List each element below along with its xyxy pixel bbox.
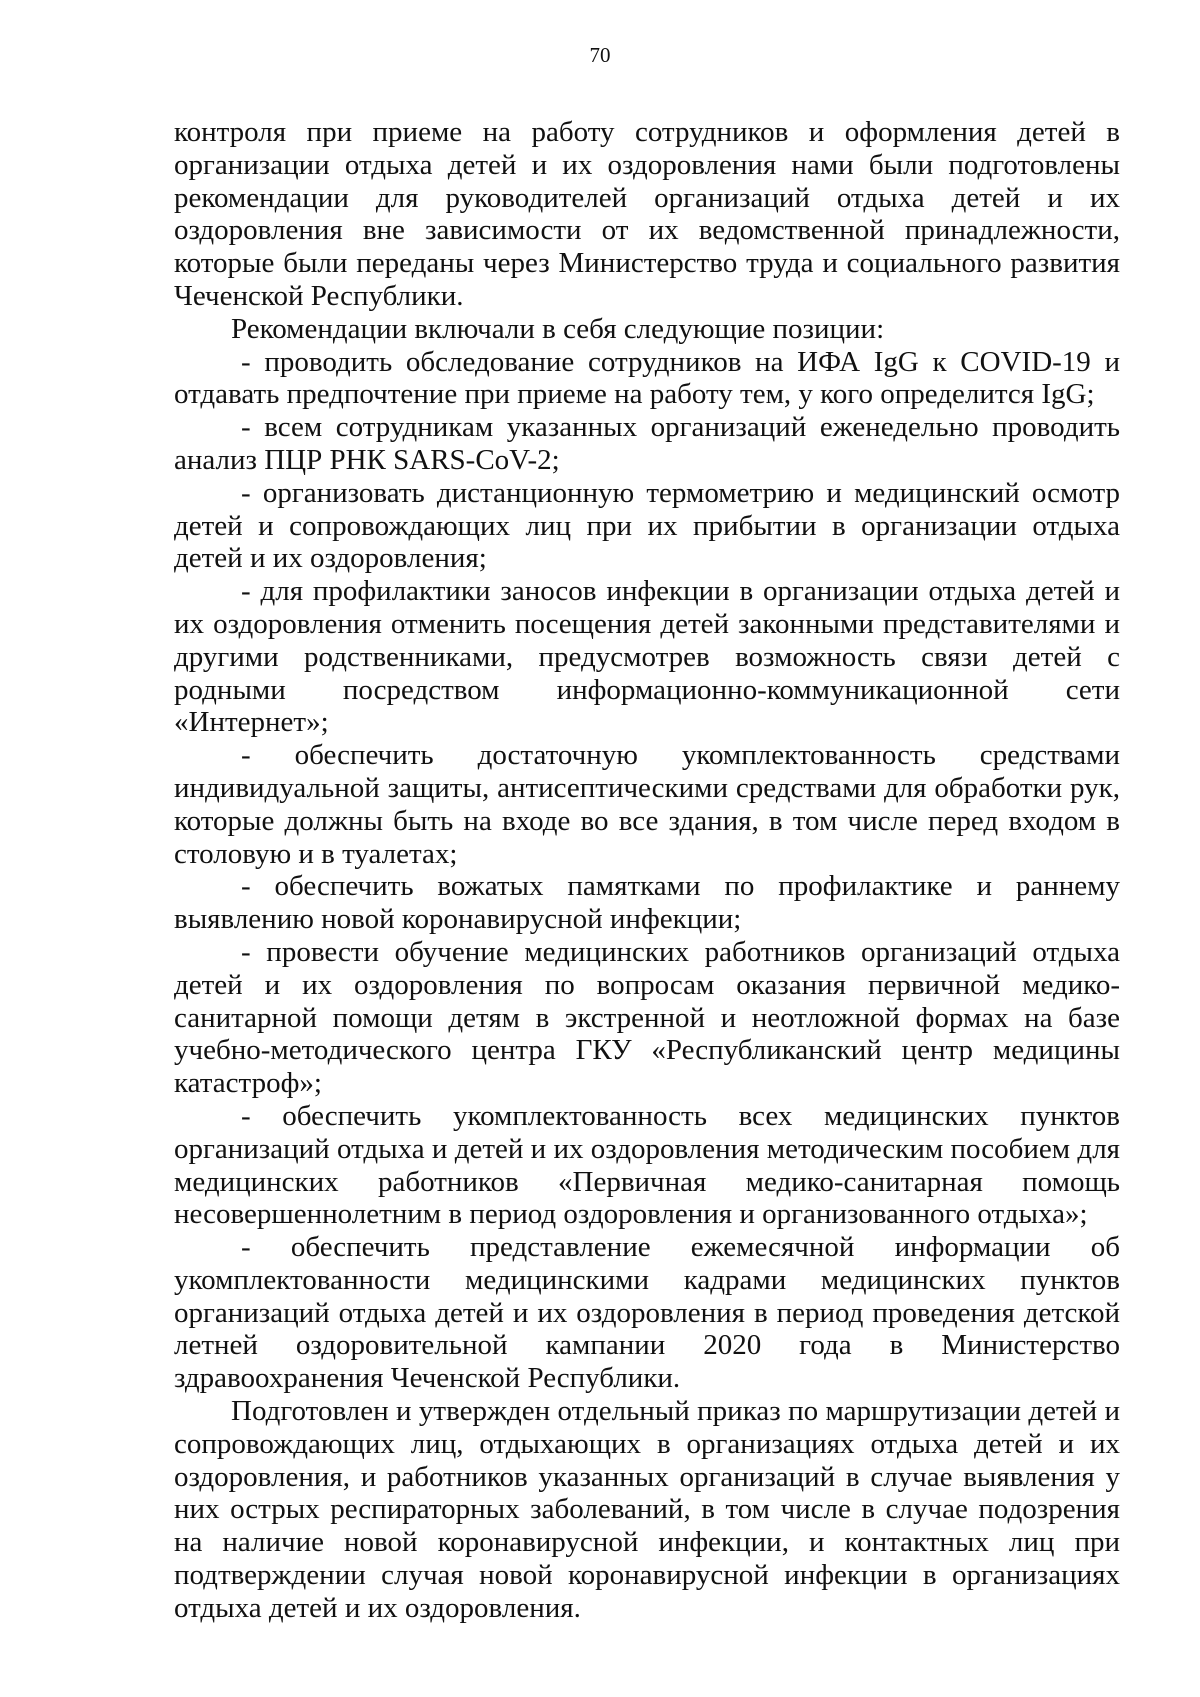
paragraph-recommendations-intro: Рекомендации включали в себя следующие позиции: — [231, 312, 885, 345]
list-item-methodical-manual: - обеспечить укомплектованность всех медицинских пунктов организаций отдыха и детей и их оздоровления методическим пособием для медицинских работников «Первичная медико-санитарная помощь несовершеннолетним в период оздоровления и организованного отдыха»; — [174, 1099, 1120, 1231]
list-item-counselor-memos: - обеспечить вожатых памятками по профилактике и раннему выявлению новой коронавирусной инфекции; — [174, 870, 1120, 936]
paragraph-continuation: контроля при приеме на работу сотрудников и оформления детей в организации отдыха детей и их оздоровления нами были подготовлены рекомендации для руководителей организаций отдыха детей и их оздоровления вне зависимости от их ведомственной принадлежности, которые были переданы через Министерство труда и социального развития Чеченской Республики. — [174, 116, 1120, 312]
paragraph-routing-order: Подготовлен и утвержден отдельный приказ по маршрутизации детей и сопровождающих лиц, отдыхающих в организациях отдыха детей и их оздоровления, и работников указанных организаций в случае выявления у них острых респираторных заболеваний, в том числе в случае подозрения на наличие новой коронавирусной инфекции, и контактных лиц при подтверждении случая новой коронавирусной инфекции в организациях отдыха детей и их оздоровления. — [174, 1395, 1120, 1624]
list-item-pcr-testing: - всем сотрудникам указанных организаций еженедельно проводить анализ ПЦР РНК SARS-CoV-2; — [174, 411, 1120, 476]
list-item-thermometry: - организовать дистанционную термометрию и медицинский осмотр детей и сопровождающих лиц при их прибытии в организации отдыха детей и их оздоровления; — [174, 476, 1120, 575]
body-text — [174, 116, 1120, 1625]
page-number: 70 — [589, 43, 611, 67]
list-item-visit-cancellation: - для профилактики заносов инфекции в организации отдыха детей и их оздоровления отменить посещения детей законными представителями и другими родственниками, предусмотрев возможность связи детей с родными посредством информационно-коммуникационной сети «Интернет»; — [174, 575, 1120, 739]
list-item-staffing-reports: - обеспечить представление ежемесячной информации об укомплектованности медицинскими кадрами медицинских пунктов организаций отдыха детей и их оздоровления в период проведения детской летней оздоровительной кампании 2020 года в Министерство здравоохранения Чеченской Республики. — [174, 1231, 1120, 1395]
list-item-protective-equipment: - обеспечить достаточную укомплектованность средствами индивидуальной защиты, антисептическими средствами для обработки рук, которые должны быть на входе во все здания, в том числе перед входом в столовую и в туалетах; — [174, 739, 1120, 870]
list-item-staff-training: - провести обучение медицинских работников организаций отдыха детей и их оздоровления по вопросам оказания первичной медико-санитарной помощи детям в экстренной и неотложной формах на базе учебно-методического центра ГКУ «Республиканский центр медицины катастроф»; — [174, 935, 1120, 1100]
list-item-ifa-testing: - проводить обследование сотрудников на ИФА IgG к COVID-19 и отдавать предпочтение при приеме на работу тем, у кого определится IgG; — [174, 345, 1120, 411]
